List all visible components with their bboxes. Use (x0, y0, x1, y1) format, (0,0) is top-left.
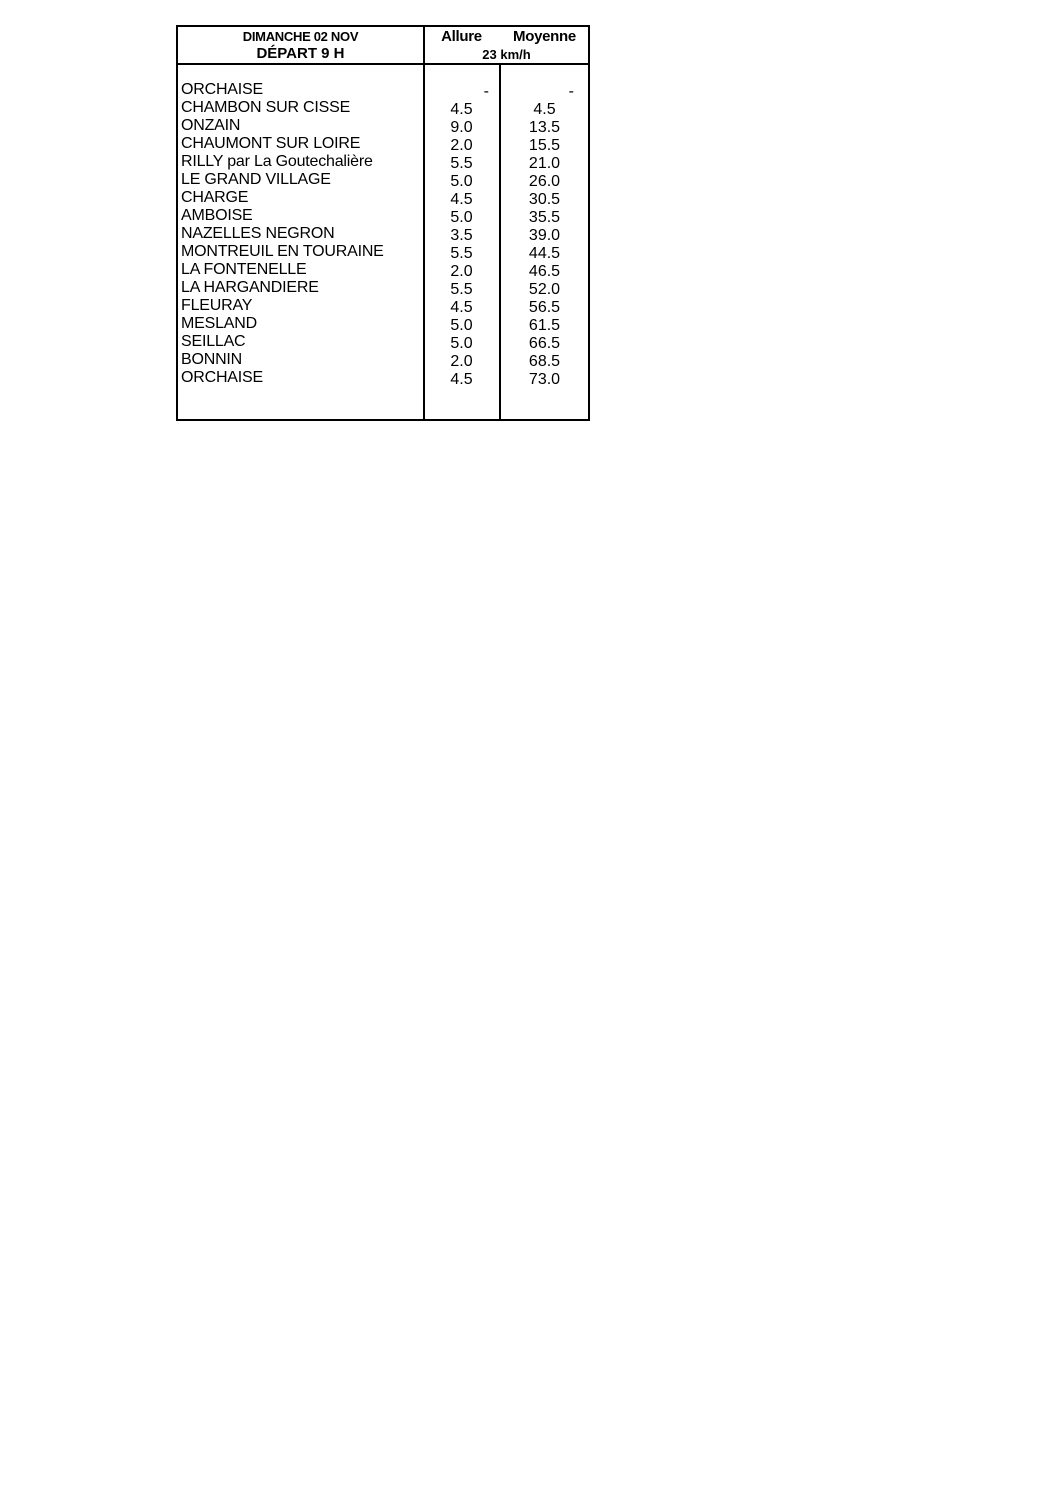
place-name: BONNIN (181, 351, 243, 368)
place-name: CHAMBON SUR CISSE (181, 99, 351, 116)
place-name: ONZAIN (181, 117, 241, 134)
table-row (178, 351, 588, 369)
moyenne-value: 21.0 (528, 155, 561, 172)
table-row (178, 279, 588, 297)
allure-value: 9.0 (450, 119, 473, 136)
place-name: RILLY par La Goutechalière (181, 153, 373, 170)
moyenne-value: 15.5 (528, 137, 561, 154)
table-row (178, 171, 588, 189)
allure-value: 4.5 (450, 299, 473, 316)
allure-value: 5.0 (450, 335, 473, 352)
table-row (178, 369, 588, 387)
table-row (178, 153, 588, 171)
place-name: LE GRAND VILLAGE (181, 171, 331, 188)
place-name: ORCHAISE (181, 369, 263, 386)
moyenne-value: 39.0 (528, 227, 561, 244)
moyenne-value: 26.0 (528, 173, 561, 190)
place-name: MESLAND (181, 315, 257, 332)
table-row (178, 99, 588, 117)
allure-value: 2.0 (450, 137, 473, 154)
moyenne-value: 52.0 (528, 281, 561, 298)
place-name: NAZELLES NEGRON (181, 225, 335, 242)
allure-value: 4.5 (450, 191, 473, 208)
place-name: ORCHAISE (181, 81, 263, 98)
allure-value: 2.0 (450, 353, 473, 370)
moyenne-value: 66.5 (528, 335, 561, 352)
moyenne-value: 44.5 (528, 245, 561, 262)
table-row (178, 189, 588, 207)
departure-time: DÉPART 9 H (256, 45, 345, 62)
allure-value: 5.5 (450, 245, 473, 262)
allure-value: 4.5 (450, 101, 473, 118)
moyenne-value: 13.5 (528, 119, 561, 136)
allure-value: - (483, 83, 489, 100)
allure-value: 3.5 (450, 227, 473, 244)
allure-value: 5.0 (450, 209, 473, 226)
table-row (178, 243, 588, 261)
header-divider (178, 63, 588, 65)
allure-value: 5.5 (450, 281, 473, 298)
table-row (178, 333, 588, 351)
moyenne-value: 46.5 (528, 263, 561, 280)
place-name: AMBOISE (181, 207, 253, 224)
allure-value: 5.5 (450, 155, 473, 172)
allure-value: 4.5 (450, 371, 473, 388)
route-table (176, 25, 590, 421)
event-date: DIMANCHE 02 NOV (242, 29, 359, 44)
moyenne-value: 73.0 (528, 371, 561, 388)
table-row (178, 315, 588, 333)
moyenne-value: 4.5 (533, 101, 556, 118)
table-row (178, 297, 588, 315)
place-name: CHARGE (181, 189, 249, 206)
moyenne-value: 30.5 (528, 191, 561, 208)
allure-value: 5.0 (450, 317, 473, 334)
allure-value: 2.0 (450, 263, 473, 280)
place-name: LA HARGANDIERE (181, 279, 319, 296)
average-speed: 23 km/h (482, 47, 531, 62)
table-row (178, 225, 588, 243)
table-row (178, 207, 588, 225)
place-name: LA FONTENELLE (181, 261, 307, 278)
table-row (178, 81, 588, 99)
column-header-allure: Allure (441, 28, 482, 45)
place-name: SEILLAC (181, 333, 246, 350)
moyenne-value: - (568, 83, 574, 100)
route-rows (178, 81, 588, 387)
moyenne-value: 56.5 (528, 299, 561, 316)
table-row (178, 117, 588, 135)
allure-value: 5.0 (450, 173, 473, 190)
moyenne-value: 61.5 (528, 317, 561, 334)
column-header-moyenne: Moyenne (513, 28, 576, 45)
table-row (178, 261, 588, 279)
place-name: CHAUMONT SUR LOIRE (181, 135, 361, 152)
place-name: MONTREUIL EN TOURAINE (181, 243, 384, 260)
place-name: FLEURAY (181, 297, 253, 314)
table-row (178, 135, 588, 153)
moyenne-value: 68.5 (528, 353, 561, 370)
moyenne-value: 35.5 (528, 209, 561, 226)
